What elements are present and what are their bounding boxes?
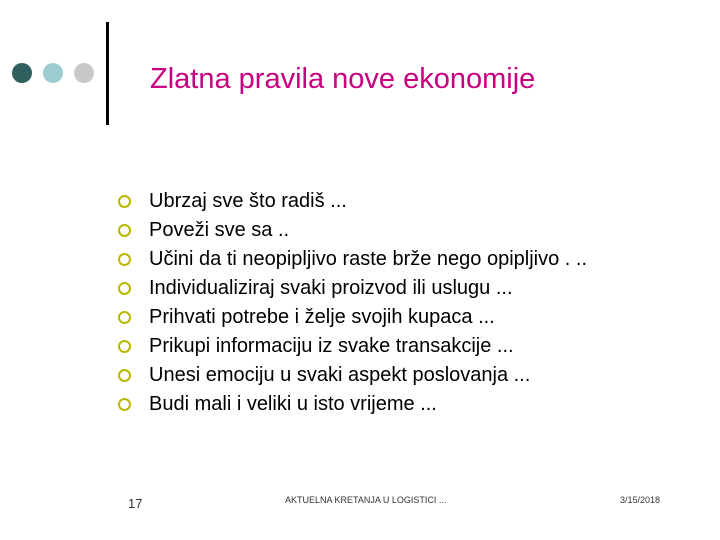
bullet-item <box>118 274 587 303</box>
bullet-item <box>118 216 587 245</box>
ring-bullet-icon <box>118 369 131 382</box>
ring-bullet-icon <box>118 253 131 266</box>
title-divider-line <box>106 22 109 125</box>
bullet-text: Individualiziraj svaki proizvod ili uslugu ... <box>149 277 513 299</box>
ring-bullet-icon <box>118 224 131 237</box>
bullet-item <box>118 187 587 216</box>
footer-date: 3/15/2018 <box>620 495 661 505</box>
decorative-circle-gray <box>74 63 94 83</box>
bullet-text: Ubrzaj sve što radiš ... <box>149 190 347 212</box>
bullet-list <box>118 187 587 419</box>
ring-bullet-icon <box>118 398 131 411</box>
bullet-item <box>118 303 587 332</box>
bullet-item <box>118 332 587 361</box>
bullet-item <box>118 390 587 419</box>
ring-bullet-icon <box>118 311 131 324</box>
slide-title: Zlatna pravila nove ekonomije <box>150 63 536 95</box>
decorative-circle-teal <box>43 63 63 83</box>
bullet-text: Unesi emociju u svaki aspekt poslovanja ... <box>149 364 531 386</box>
footer-text: AKTUELNA KRETANJA U LOGISTICI ... <box>285 495 447 505</box>
bullet-text: Prikupi informaciju iz svake transakcije ... <box>149 335 514 357</box>
decorative-circle-dark <box>12 63 32 83</box>
ring-bullet-icon <box>118 340 131 353</box>
bullet-text: Budi mali i veliki u isto vrijeme ... <box>149 393 437 415</box>
bullet-text: Poveži sve sa .. <box>149 219 290 241</box>
bullet-text: Učini da ti neopipljivo raste brže nego opipljivo . .. <box>149 248 588 270</box>
bullet-text: Prihvati potrebe i želje svojih kupaca ... <box>149 306 495 328</box>
ring-bullet-icon <box>118 195 131 208</box>
bullet-item <box>118 245 587 274</box>
bullet-item <box>118 361 587 390</box>
ring-bullet-icon <box>118 282 131 295</box>
page-number: 17 <box>128 496 143 511</box>
